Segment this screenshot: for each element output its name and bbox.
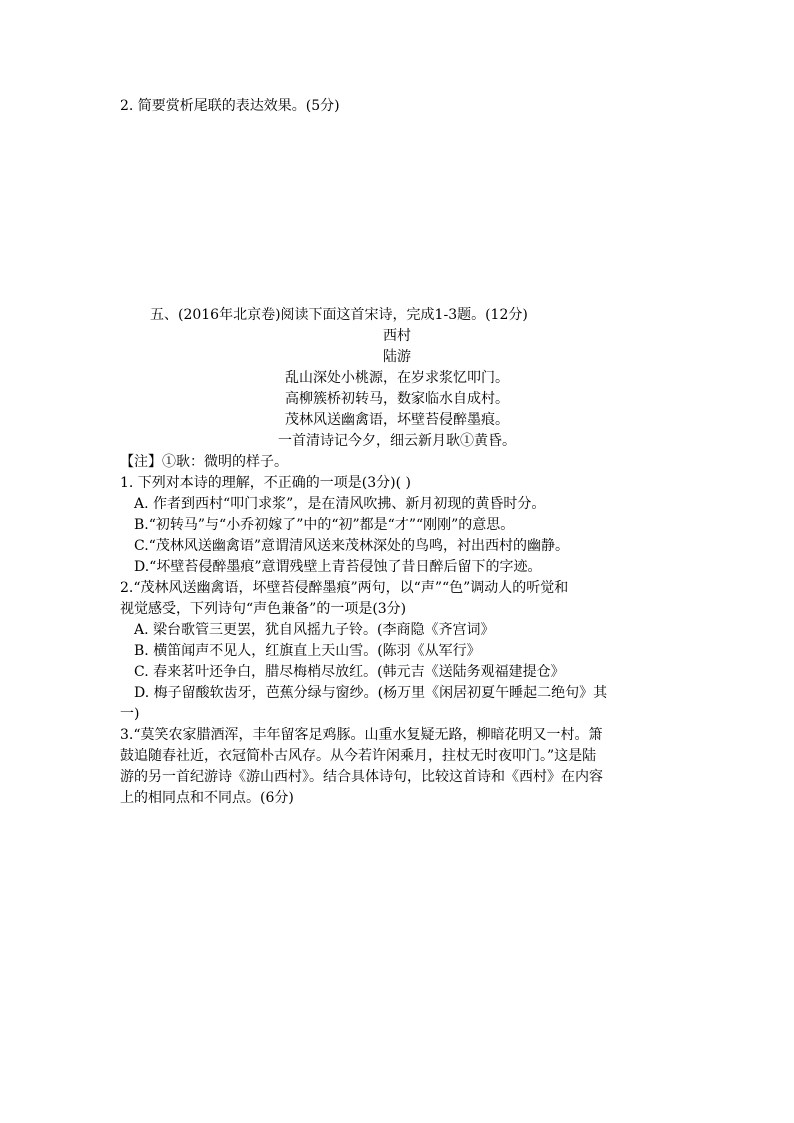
- question-2-option-d: D. 梅子留酸软齿牙，芭蕉分绿与窗纱。(杨万里《闲居初夏午睡起二绝句》其: [134, 685, 608, 701]
- question-1-option-c: C.“茂林风送幽禽语”意谓清风送来茂林深处的鸟鸣，衬出西村的幽静。: [134, 538, 569, 554]
- poem-line: 高柳簇桥初转马，数家临水自成村。: [285, 391, 509, 407]
- poem-line: 茂林风送幽禽语，坏壁苔侵醉墨痕。: [285, 412, 509, 428]
- previous-question: 2. 简要赏析尾联的表达效果。(5分): [120, 98, 340, 114]
- question-2-stem-line: 视觉感受，下列诗句“声色兼备”的一项是(3分): [120, 601, 407, 617]
- question-1-option-b: B.“初转马”与“小乔初嫁了”中的“初”都是“才”“刚刚”的意思。: [134, 517, 515, 533]
- question-3-line: 鼓追随春社近，衣冠简朴古风存。从今若许闲乘月，拄杖无时夜叩门。”这是陆: [120, 748, 597, 764]
- question-1-option-a: A. 作者到西村“叩门求浆”，是在清风吹拂、新月初现的黄昏时分。: [134, 496, 546, 512]
- section-heading: 五、(2016年北京卷)阅读下面这首宋诗，完成1-3题。(12分): [150, 307, 528, 323]
- question-2-option-d-continuation: 一): [120, 706, 140, 722]
- question-1-option-d: D.“坏壁苔侵醉墨痕”意谓残壁上青苔侵蚀了昔日醉后留下的字迹。: [134, 559, 542, 575]
- question-1-stem: 1. 下列对本诗的理解，不正确的一项是(3分)( ): [120, 475, 412, 491]
- poem-title: 西村: [383, 328, 411, 344]
- question-3-line: 游的另一首纪游诗《游山西村》。结合具体诗句，比较这首诗和《西村》在内容: [120, 769, 603, 785]
- question-2-option-c: C. 春来茗叶还争白，腊尽梅梢尽放红。(韩元吉《送陆务观福建提仓》: [134, 664, 565, 680]
- question-3-line: 3.“莫笑农家腊酒浑，丰年留客足鸡豚。山重水复疑无路，柳暗花明又一村。箫: [120, 727, 603, 743]
- poem-line: 乱山深处小桃源，在岁求浆忆叩门。: [285, 370, 509, 386]
- poem-line: 一首清诗记今夕，细云新月耿①黄昏。: [278, 433, 516, 449]
- poem-author: 陆游: [383, 349, 411, 365]
- poem-note: 【注】①耿：微明的样子。: [120, 454, 288, 470]
- question-3-line: 上的相同点和不同点。(6分): [120, 790, 294, 806]
- question-2-option-a: A. 梁台歌管三更罢，犹自风摇九子铃。(李商隐《齐宫词》: [134, 622, 495, 638]
- question-2-option-b: B. 横笛闻声不见人，红旗直上天山雪。(陈羽《从军行》: [134, 643, 481, 659]
- question-2-stem-line: 2.“茂林风送幽禽语，坏壁苔侵醉墨痕”两句，以“声”“色”调动人的听觉和: [120, 580, 569, 596]
